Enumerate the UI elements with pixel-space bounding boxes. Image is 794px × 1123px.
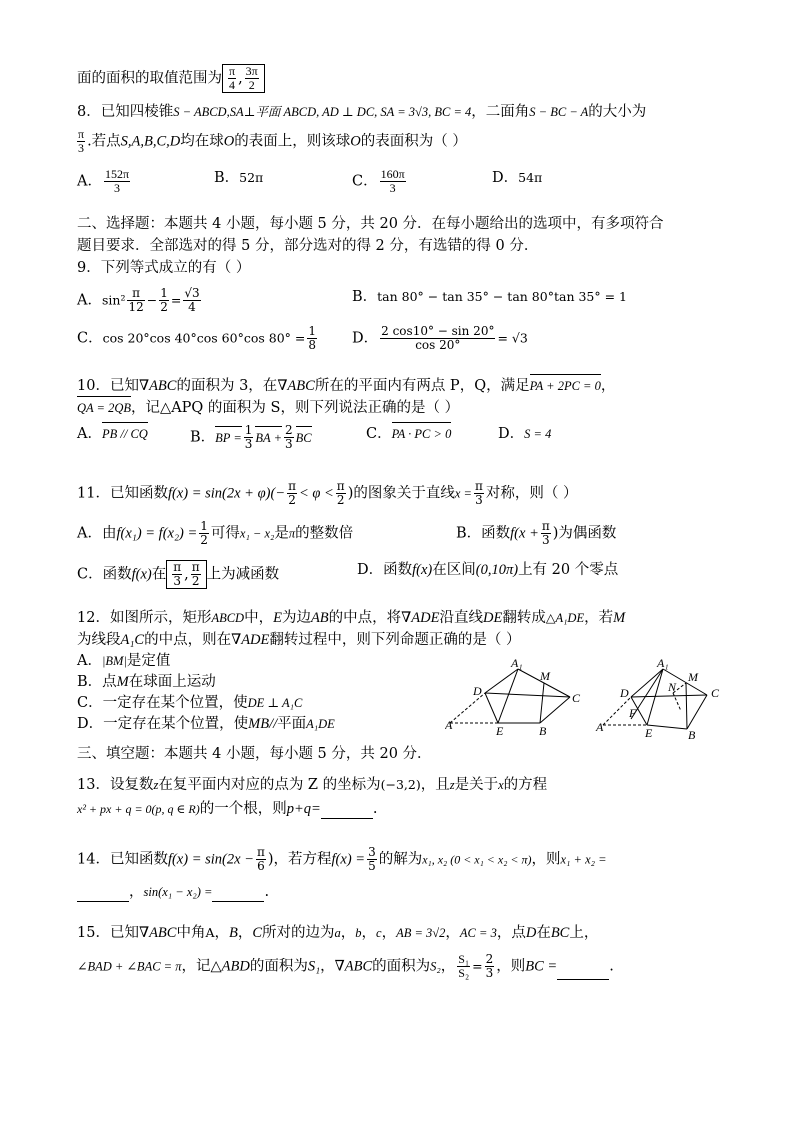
q8-option-c[interactable]: C． $\frac{160\pi}{3}$ [352,167,405,195]
q10-option-c[interactable]: C．PA · PC > 0 [366,426,452,442]
fig-right-label-b: B [688,728,696,740]
q8-option-a[interactable]: A． $\frac{152\pi}{3}$ [77,167,130,195]
q8-line2: $\frac{\pi}{3}$ .若点S,A,B,C,D均在球O的表面上，则该球O的表面积为（ ） [78,127,467,155]
q15-answer-blank[interactable] [557,965,609,980]
q10-option-a[interactable]: A．PB // CQ [77,426,148,442]
fig-left-label-a: A [445,718,453,732]
q11-option-a[interactable]: A．由f(x₁) = f(x₂) = $\frac{1}{2}$ 可得x₁ − x₂是π的整数倍 [77,519,354,547]
q9-option-b[interactable]: B．tan 80° − tan 35° − tan 80°tan 35° = 1 [352,289,627,305]
q13-line2: x² + px + q = 0(p, q ∈ R)的一个根，则p+q= . [77,801,378,817]
q12-option-c[interactable]: C．一定存在某个位置，使DE ⊥ A₁C [77,695,303,711]
q12-figure-left [445,655,595,740]
fig-right-label-a: A [596,720,604,734]
q14-line1: 14．已知函数f(x) = sin(2x − $\frac{\pi}{6}$ )，若方程f(x) = $\frac{3}{5}$ 的解为x₁, x₂ (0 < x₁ < x₂ < π)，则x₁ + x₂ = [77,845,607,873]
q10-option-b[interactable]: B．BP = $\frac{1}{3}$ BA + $\frac{2}{3}$ BC [190,423,312,451]
q9-stem: 9．下列等式成立的有（ ） [77,260,251,276]
q12-option-a[interactable]: A．|BM|是定值 [77,653,171,669]
fig-left-label-a1: A₁ [511,656,523,670]
section2-heading-line1: 二、选择题：本题共 4 小题，每小题 5 分，共 20 分．在每小题给出的选项中，有多项符合 [77,216,664,232]
fig-right-label-d: D [620,686,629,700]
q9-option-d[interactable]: D． $\frac{2 \cos 10^\circ - \sin 20^\circ}{\cos 20^\circ}$ = √3 [352,324,528,352]
q14-line2: ，sin(x₁ − x₂) = . [77,882,269,902]
q11-option-d[interactable]: D．函数f(x)在区间(0,10π)上有 20 个零点 [357,562,619,578]
section2-heading-line2: 题目要求．全部选对的得 5 分，部分选对的得 2 分，有选错的得 0 分． [77,238,539,254]
q8-line1: 8．已知四棱锥S − ABCD,SA⊥平面 ABCD, AD ⊥ DC, SA = 3√3, BC = 4，二面角S − BC − A的大小为 [77,104,647,120]
q13-line1: 13．设复数z在复平面内对应的点为 Z 的坐标为(−3,2)，且z是关于x的方程 [77,777,548,793]
q10-line1: 10．已知∇ABC的面积为 3，在∇ABC所在的平面内有两点 P，Q，满足PA + 2PC = 0， [77,378,616,394]
fig-right-label-c: C [711,686,720,700]
q10-option-d[interactable]: D．S = 4 [498,426,552,442]
q11-stem: 11．已知函数f(x) = sin(2x + φ)(− $\frac{\pi}{2}$ < φ < $\frac{\pi}{2}$ )的图象关于直线x = $\frac{\pi}{3}$ 对称，则（ ） [77,479,578,507]
fig-left-label-m: M [540,669,550,683]
q9-option-c[interactable]: C．cos 20°cos 40°cos 60°cos 80° = $\frac{1}{8}$ [77,324,316,352]
q14-answer-blank-2[interactable] [212,887,264,902]
q11-option-c[interactable]: C．函数f(x)在 $\frac{\pi}{3}$ , $\frac{\pi}{2}$ 上为减函数 [77,560,280,588]
fig-left-label-c: C [572,691,581,705]
q8-option-d[interactable]: D．54π [492,170,543,186]
q7-range-bracket: $\frac{\pi}{4}$ , $\frac{3\pi}{2}$ [222,64,265,93]
q12-line1: 12．如图所示，矩形ABCD中，E为边AB的中点，将∇ADE沿直线DE翻转成△A₁DE，若M [77,610,626,626]
q12-option-b[interactable]: B．点M在球面上运动 [77,674,216,690]
q15-line2: ∠BAD + ∠BAC = π，记△ABD的面积为S₁，∇ABC的面积为S₂， $\frac{\text{S₁}}{\text{S₂}}$ = $\frac{2}{3}$ ，则BC = . [77,952,614,980]
fig-left-label-d: D [473,684,482,698]
q10-line2: QA = 2QB，记△APQ 的面积为 S，则下列说法正确的是（ ） [77,400,460,416]
fig-right-label-f: F [629,706,637,720]
q7-tail [77,64,265,93]
q12-option-d[interactable]: D．一定存在某个位置，使MB//平面A₁DE [77,716,335,732]
section3-heading: 三、填空题：本题共 4 小题，每小题 5 分，共 20 分． [77,746,432,762]
q14-answer-blank-1[interactable] [77,887,129,902]
fig-left-label-b: B [539,724,547,738]
q12-line2: 为线段A₁C的中点，则在∇ADE翻转过程中，则下列命题正确的是（ ） [77,632,521,648]
fig-right-label-e: E [645,726,653,740]
q15-line1: 15．已知∇ABC中角A，B，C所对的边为a，b，c，AB = 3√2，AC = 3，点D在BC上， [77,925,599,941]
fig-right-label-m: M [688,670,698,684]
q13-answer-blank[interactable] [321,804,373,819]
q11-option-b[interactable]: B．函数f(x + $\frac{\pi}{3}$ )为偶函数 [456,519,617,547]
q9-option-a[interactable]: A．sin² $\frac{\pi}{12}$ − $\frac{1}{2}$ = $\frac{√3}{4}$ [77,286,200,314]
q7-tail-text: 面的面积的取值范围为 [77,70,222,87]
fig-left-label-e: E [496,724,504,738]
q12-figure-right [595,655,725,740]
fig-right-label-a1: A₁ [657,656,669,670]
fig-right-label-n: N [668,680,677,694]
q8-option-b[interactable]: B．52π [214,170,264,186]
